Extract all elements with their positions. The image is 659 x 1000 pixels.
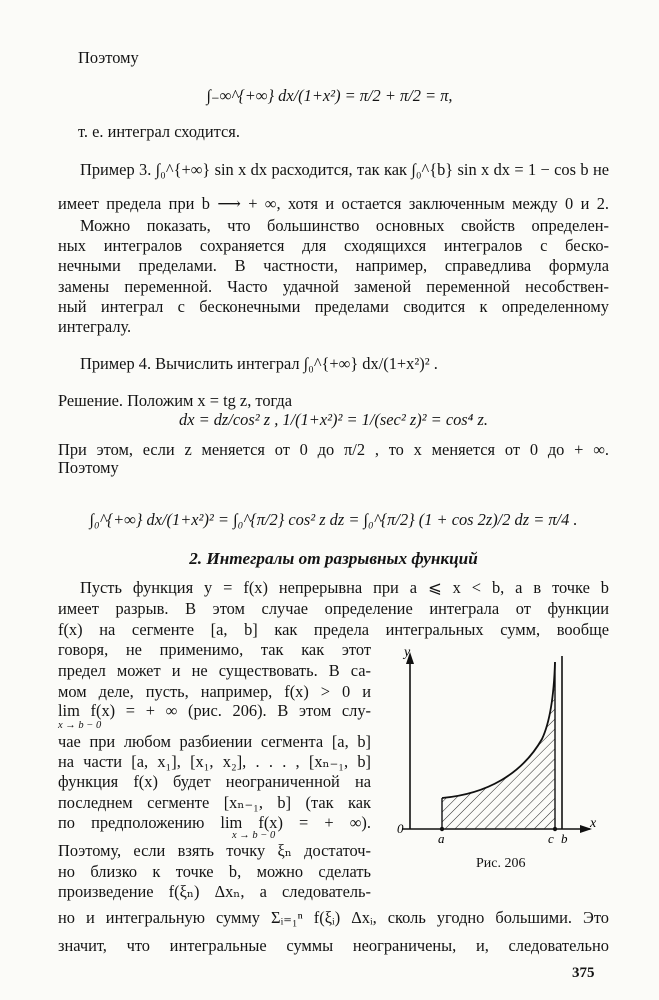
text-line-9: замены переменной. Часто удачной заменой переменной несобствен- [58, 277, 609, 296]
limit-subscript-1: x → b − 0 [58, 720, 102, 731]
example4-line: Пример 4. Вычислить интеграл ∫₀^{+∞} dx/(1+x²)² . [80, 354, 438, 373]
figure-caption: Рис. 206 [476, 856, 526, 871]
text-line-16: Поэтому [58, 458, 119, 477]
limit-subscript-2: x → b − 0 [232, 830, 276, 841]
solution-line: Решение. Положим x = tg z, тогда [58, 391, 293, 410]
text-line-sum: но и интегральную сумму Σᵢ₌₁ⁿ f(ξᵢ) Δxᵢ, сколь угодно большими. Это [58, 908, 609, 927]
text-line-10: ный интеграл с бесконечными пределами сводится к определенному [58, 297, 609, 316]
figure-206 [392, 644, 606, 844]
text-line-19: Пусть функция y = f(x) непрерывна при a ⩽ x < b, а в точке b [80, 578, 609, 597]
wrap-line-7: функция f(x) будет неограниченной на [58, 772, 371, 791]
wrap-line-12: произведение f(ξₙ) Δxₙ, а следователь- [58, 882, 371, 901]
example3-line: Пример 3. ∫₀^{+∞} sin x dx расходится, так как ∫₀^{b} sin x dx = 1 − cos b не [80, 160, 609, 179]
wrap-line-10: Поэтому, если взять точку ξₙ достаточ- [58, 841, 371, 860]
wrap-line-6: на части [a, x₁], [x₁, x₂], . . . , [xₙ₋₁, b] [58, 752, 371, 771]
page-number: 375 [572, 965, 595, 981]
result-equation: ∫₀^{+∞} dx/(1+x²)² = ∫₀^{π/2} cos² z dz = ∫₀^{π/2} (1 + cos 2z)/2 dz = π/4 . [89, 510, 578, 529]
y-axis-label: y [404, 645, 411, 660]
b-label: b [561, 831, 568, 844]
text-line-3: т. е. интеграл сходится. [78, 122, 240, 141]
wrap-line-9: по предположению lim f(x) = + ∞). [58, 813, 371, 832]
wrap-line-4: lim f(x) = + ∞ (рис. 206). В этом слу- [58, 701, 371, 720]
wrap-line-5: чае при любом разбиении сегмента [a, b] [58, 732, 371, 751]
text-line-5: имеет предела при b ⟶ + ∞, хотя и остается заключенным между 0 и 2. [58, 194, 609, 213]
section-heading: 2. Интегралы от разрывных функций [189, 549, 478, 568]
wrap-line-1: говоря, не применимо, так как этот [58, 640, 371, 659]
substitution-equation: dx = dz/cos² z , 1/(1+x²)² = 1/(sec² z)² = cos⁴ z. [179, 410, 488, 429]
text-line-1: Поэтому [78, 48, 139, 67]
text-line-11: интегралу. [58, 317, 132, 336]
text-line-7: ных интегралов сохраняется для сходящихся интегралов с беско- [58, 236, 609, 255]
text-line-15: При этом, если z меняется от 0 до π/2 , то x меняется от 0 до + ∞. [58, 440, 609, 459]
a-label: a [438, 831, 445, 844]
wrap-line-2: предел может и не существовать. В са- [58, 661, 371, 680]
wrap-line-3: мом деле, пусть, например, f(x) > 0 и [58, 682, 371, 701]
text-line-last: значит, что интегральные суммы неограничены, и, следовательно [58, 936, 609, 955]
wrap-line-11: но близко к точке b, можно сделать [58, 862, 371, 881]
text-line-20: имеет разрыв. В этом случае определение интеграла от функции [58, 599, 609, 618]
wrap-line-8: последнем сегменте [xₙ₋₁, b] (так как [58, 793, 371, 812]
equation-line-2: ∫₋∞^{+∞} dx/(1+x²) = π/2 + π/2 = π, [206, 86, 453, 105]
text-line-8: нечными пределами. В частности, например, справедлива формула [58, 256, 609, 275]
x-axis-label: x [590, 816, 597, 831]
text-line-6: Можно показать, что большинство основных свойств определен- [80, 216, 609, 235]
c-label: c [548, 831, 554, 844]
origin-label: 0 [397, 821, 404, 836]
text-line-21: f(x) на сегменте [a, b] как предела интегральных сумм, вообще [58, 620, 609, 639]
